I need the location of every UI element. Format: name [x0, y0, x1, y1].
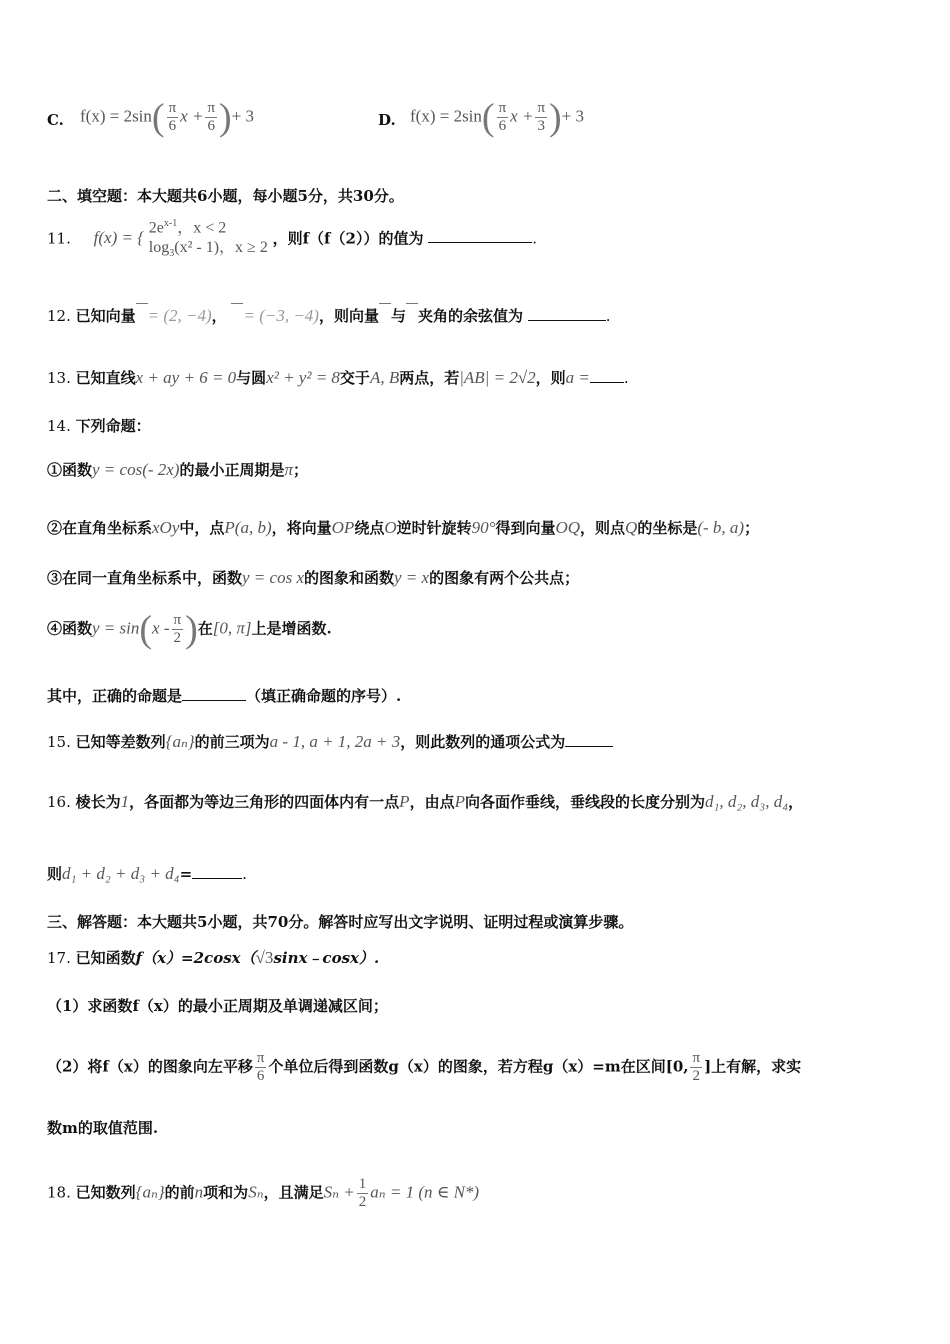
question-18: 18. 已知数列{aₙ}的前n项和为Sₙ，且满足Sₙ + $\frac{1}{2}$ aₙ = 1 (n ∈ N*) [47, 1176, 480, 1210]
question-13: 13. 已知直线x + ay + 6 = 0与圆x² + y² = 8交于A, B两点，若|AB| = 2√2，则a = . [47, 368, 629, 387]
answer-blank [192, 862, 242, 879]
proposition-2: ②在直角坐标系xOy中，点P(a, b)，将向量OP绕点O逆时针旋转90°得到向量OQ，则点Q的坐标是(- b, a)； [47, 518, 760, 537]
answer-blank [565, 730, 613, 747]
question-11: 11. f(x) = { $2e^{x-1}$，x < 2 $\log_3(x^2 - 1)$，x ≥ 2 ，则f（f（2））的值为 . [47, 218, 538, 260]
option-c-formula: f(x) = 2sin( $\frac{\pi}{6}$ x + $\frac{\pi}{6}$ )+ 3 [80, 96, 255, 139]
answer-blank [590, 366, 624, 383]
question-17: 17. 已知函数f（x）=2cosx（√3sinx﹣cosx）. [47, 948, 380, 967]
option-c [47, 108, 64, 132]
proposition-1: ①函数y = cos(- 2x)的最小正周期是π； [47, 460, 309, 479]
option-c-label: C. [47, 111, 64, 129]
question-16-cont: 则d₁ + d₂ + d₃ + d₄= . [47, 864, 247, 883]
question-12: 12. 已知向量 = (2, −4)， = (−3, −4)，则向量 与 夹角的余弦值为 . [47, 304, 611, 329]
question-14: 14. 下列命题： [47, 417, 151, 435]
section3-heading: 三、解答题：本大题共5小题，共70分。解答时应写出文字说明、证明过程或演算步骤。 [47, 913, 634, 931]
proposition-3: ③在同一直角坐标系中，函数y = cos x的图象和函数y = x的图象有两个公共点； [47, 568, 580, 587]
answer-blank [428, 226, 532, 243]
option-d-formula: f(x) = 2sin( $\frac{\pi}{6}$ x + $\frac{\pi}{3}$ )+ 3 [410, 96, 585, 139]
q14-answer: 其中，正确的命题是 （填正确命题的序号）. [47, 684, 401, 708]
question-17-part2: （2）将f（x）的图象向左平移 $\frac{\pi}{6}$ 个单位后得到函数g（x）的图象，若方程g（x）=m在区间[0, $\frac{\pi}{2}$ ]上有解，求实 [47, 1050, 802, 1084]
proposition-4: ④函数y = sin(x - $\frac{\pi}{2}$ )在[0, π]上是增函数. [47, 608, 332, 651]
question-17-part1: （1）求函数f（x）的最小正周期及单调递减区间； [47, 997, 388, 1015]
question-16: 16. 棱长为1，各面都为等边三角形的四面体内有一点P，由点P向各面作垂线，垂线段的长度分别为d₁, d₂, d₃, d₄， [47, 792, 804, 811]
section2-heading: 二、填空题：本大题共6小题，每小题5分，共30分。 [47, 187, 404, 205]
option-d [378, 108, 396, 132]
question-15: 15. 已知等差数列{aₙ}的前三项为a - 1, a + 1, 2a + 3，则此数列的通项公式为 [47, 730, 613, 754]
answer-blank [182, 684, 246, 701]
answer-blank [528, 304, 606, 321]
option-d-label: D. [378, 111, 396, 129]
question-17-part2-cont: 数m的取值范围. [47, 1119, 159, 1137]
